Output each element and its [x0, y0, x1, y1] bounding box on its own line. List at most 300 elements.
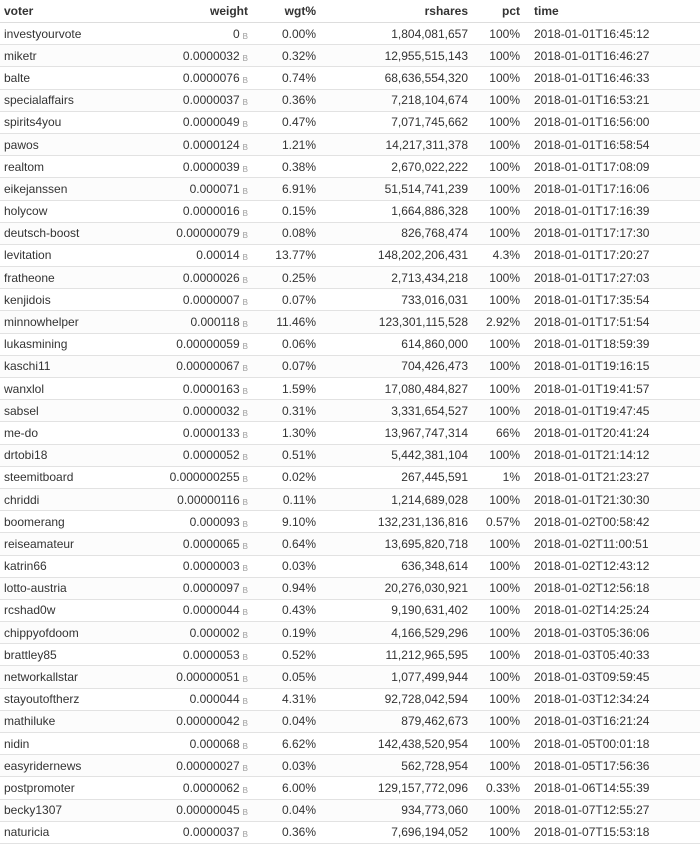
weight-unit: B: [242, 231, 248, 241]
table-row: [0, 511, 700, 533]
column-spacer: [248, 444, 258, 466]
column-spacer: [248, 644, 258, 666]
wgt-cell: 0.25%: [258, 267, 316, 289]
voter-link[interactable]: fratheone: [0, 267, 124, 289]
wgt-cell: 4.31%: [258, 688, 316, 710]
weight-value: 0.0000039: [182, 159, 240, 174]
rshares-cell: 826,768,474: [316, 222, 468, 244]
time-cell: 2018-01-01T17:27:03: [520, 267, 700, 289]
rshares-cell: 614,860,000: [316, 333, 468, 355]
column-spacer: [248, 821, 258, 843]
pct-cell: 100%: [468, 799, 520, 821]
wgt-cell: 11.46%: [258, 311, 316, 333]
weight-cell: [124, 688, 248, 710]
time-cell: 2018-01-01T20:41:24: [520, 422, 700, 444]
weight-cell: [124, 200, 248, 222]
voter-link[interactable]: kenjidois: [0, 289, 124, 311]
pct-cell: 66%: [468, 422, 520, 444]
time-cell: 2018-01-01T17:08:09: [520, 156, 700, 178]
time-cell: 2018-01-01T17:17:30: [520, 222, 700, 244]
weight-unit: B: [242, 408, 248, 418]
weight-unit: B: [242, 675, 248, 685]
pct-cell: 100%: [468, 488, 520, 510]
pct-cell: 100%: [468, 599, 520, 621]
rshares-cell: 68,636,554,320: [316, 67, 468, 89]
voter-link[interactable]: lotto-austria: [0, 577, 124, 599]
time-cell: 2018-01-01T19:41:57: [520, 378, 700, 400]
voter-link[interactable]: boomerang: [0, 511, 124, 533]
weight-unit: B: [242, 120, 248, 130]
weight-value: 0.00000116: [177, 492, 240, 507]
table-row: [0, 267, 700, 289]
column-spacer: [248, 178, 258, 200]
table-row: [0, 466, 700, 488]
time-cell: 2018-01-01T21:14:12: [520, 444, 700, 466]
voter-link[interactable]: stayoutoftherz: [0, 688, 124, 710]
table-row: [0, 710, 700, 732]
rshares-cell: 92,728,042,594: [316, 688, 468, 710]
time-cell: 2018-01-01T16:56:00: [520, 111, 700, 133]
time-cell: 2018-01-01T21:23:27: [520, 466, 700, 488]
time-cell: 2018-01-01T16:45:12: [520, 23, 700, 45]
column-spacer: [248, 799, 258, 821]
weight-value: 0.000000255: [169, 470, 240, 485]
column-header-wgt[interactable]: wgt%: [258, 0, 316, 23]
voter-link[interactable]: mathiluke: [0, 710, 124, 732]
weight-cell: [124, 67, 248, 89]
voter-link[interactable]: wanxlol: [0, 378, 124, 400]
rshares-cell: 13,695,820,718: [316, 533, 468, 555]
voter-link[interactable]: spirits4you: [0, 111, 124, 133]
wgt-cell: 0.32%: [258, 45, 316, 67]
weight-unit: B: [242, 741, 248, 751]
weight-cell: [124, 488, 248, 510]
wgt-cell: 0.07%: [258, 289, 316, 311]
weight-unit: B: [242, 497, 248, 507]
weight-value: 0.00000042: [176, 714, 240, 729]
weight-cell: [124, 599, 248, 621]
column-spacer: [248, 111, 258, 133]
rshares-cell: 148,202,206,431: [316, 244, 468, 266]
column-spacer: [248, 466, 258, 488]
pct-cell: 100%: [468, 355, 520, 377]
weight-unit: B: [242, 453, 248, 463]
voter-link[interactable]: deutsch-boost: [0, 222, 124, 244]
column-spacer: [248, 400, 258, 422]
voter-link[interactable]: brattley85: [0, 644, 124, 666]
weight-unit: B: [242, 519, 248, 529]
table-row: [0, 289, 700, 311]
column-spacer: [248, 777, 258, 799]
voter-link[interactable]: balte: [0, 67, 124, 89]
time-cell: 2018-01-01T19:47:45: [520, 400, 700, 422]
weight-value: 0.0000053: [182, 647, 240, 662]
column-spacer: [248, 599, 258, 621]
voter-link[interactable]: katrin66: [0, 555, 124, 577]
weight-unit: B: [242, 564, 248, 574]
weight-cell: [124, 466, 248, 488]
time-cell: 2018-01-01T19:16:15: [520, 355, 700, 377]
pct-cell: 100%: [468, 444, 520, 466]
wgt-cell: 0.36%: [258, 89, 316, 111]
time-cell: 2018-01-03T05:40:33: [520, 644, 700, 666]
table-row: [0, 67, 700, 89]
column-spacer: [248, 555, 258, 577]
weight-value: 0.0000052: [182, 448, 240, 463]
voter-link[interactable]: lukasmining: [0, 333, 124, 355]
weight-cell: [124, 355, 248, 377]
column-spacer: [248, 0, 258, 23]
weight-unit: B: [242, 275, 248, 285]
wgt-cell: 0.36%: [258, 821, 316, 843]
table-row: [0, 133, 700, 155]
time-cell: 2018-01-02T14:25:24: [520, 599, 700, 621]
column-spacer: [248, 45, 258, 67]
table-row: [0, 178, 700, 200]
weight-cell: [124, 111, 248, 133]
pct-cell: 100%: [468, 200, 520, 222]
rshares-cell: 132,231,136,816: [316, 511, 468, 533]
weight-unit: B: [242, 430, 248, 440]
weight-cell: [124, 156, 248, 178]
column-spacer: [248, 222, 258, 244]
column-spacer: [248, 200, 258, 222]
column-spacer: [248, 533, 258, 555]
weight-cell: [124, 622, 248, 644]
weight-unit: B: [242, 75, 248, 85]
column-spacer: [248, 267, 258, 289]
table-row: [0, 156, 700, 178]
voter-link[interactable]: postpromoter: [0, 777, 124, 799]
weight-cell: [124, 311, 248, 333]
pct-cell: 100%: [468, 755, 520, 777]
weight-cell: [124, 644, 248, 666]
table-row: [0, 622, 700, 644]
weight-cell: [124, 777, 248, 799]
table-row: [0, 333, 700, 355]
column-spacer: [248, 622, 258, 644]
wgt-cell: 0.11%: [258, 488, 316, 510]
time-cell: 2018-01-07T15:53:18: [520, 821, 700, 843]
table-row: [0, 755, 700, 777]
column-spacer: [248, 333, 258, 355]
voter-link[interactable]: pawos: [0, 133, 124, 155]
time-cell: 2018-01-05T17:56:36: [520, 755, 700, 777]
voter-link[interactable]: investyourvote: [0, 23, 124, 45]
pct-cell: 100%: [468, 555, 520, 577]
voter-link[interactable]: sabsel: [0, 400, 124, 422]
rshares-cell: 11,212,965,595: [316, 644, 468, 666]
voter-link[interactable]: chriddi: [0, 488, 124, 510]
time-cell: 2018-01-01T17:35:54: [520, 289, 700, 311]
voter-link[interactable]: eikejanssen: [0, 178, 124, 200]
voter-link[interactable]: me-do: [0, 422, 124, 444]
table-row: [0, 666, 700, 688]
wgt-cell: 0.03%: [258, 555, 316, 577]
column-spacer: [248, 688, 258, 710]
rshares-cell: 2,713,434,218: [316, 267, 468, 289]
weight-value: 0.000118: [190, 315, 240, 330]
table-row: [0, 200, 700, 222]
voter-link[interactable]: easyridernews: [0, 755, 124, 777]
column-header-time[interactable]: time: [520, 0, 700, 23]
table-row: [0, 311, 700, 333]
column-spacer: [248, 733, 258, 755]
table-row: [0, 23, 700, 45]
table-row: [0, 599, 700, 621]
rshares-cell: 267,445,591: [316, 466, 468, 488]
pct-cell: 100%: [468, 733, 520, 755]
rshares-cell: 7,071,745,662: [316, 111, 468, 133]
weight-unit: B: [242, 630, 248, 640]
weight-value: 0.0000003: [182, 559, 240, 574]
column-spacer: [248, 666, 258, 688]
weight-unit: B: [242, 364, 248, 374]
voter-link[interactable]: rcshad0w: [0, 599, 124, 621]
rshares-cell: 129,157,772,096: [316, 777, 468, 799]
rshares-cell: 1,214,689,028: [316, 488, 468, 510]
weight-cell: [124, 666, 248, 688]
voter-link[interactable]: specialaffairs: [0, 89, 124, 111]
rshares-cell: 51,514,741,239: [316, 178, 468, 200]
weight-value: 0.0000037: [182, 93, 240, 108]
weight-value: 0.00000027: [176, 758, 240, 773]
pct-cell: 2.92%: [468, 311, 520, 333]
wgt-cell: 0.52%: [258, 644, 316, 666]
table-row: [0, 777, 700, 799]
weight-cell: [124, 555, 248, 577]
weight-unit: B: [242, 541, 248, 551]
time-cell: 2018-01-01T21:30:30: [520, 488, 700, 510]
weight-value: 0.0000133: [182, 425, 240, 440]
weight-value: 0.0000062: [182, 780, 240, 795]
voter-link[interactable]: drtobi18: [0, 444, 124, 466]
weight-value: 0.0000065: [182, 536, 240, 551]
voter-link[interactable]: steemitboard: [0, 466, 124, 488]
rshares-cell: 7,696,194,052: [316, 821, 468, 843]
column-header-weight[interactable]: weight: [124, 0, 248, 23]
voter-link[interactable]: holycow: [0, 200, 124, 222]
rshares-cell: 5,442,381,104: [316, 444, 468, 466]
pct-cell: 100%: [468, 577, 520, 599]
weight-unit: B: [242, 53, 248, 63]
weight-unit: B: [242, 253, 248, 263]
weight-unit: B: [242, 209, 248, 219]
weight-cell: [124, 133, 248, 155]
pct-cell: 100%: [468, 688, 520, 710]
time-cell: 2018-01-03T09:59:45: [520, 666, 700, 688]
pct-cell: 100%: [468, 622, 520, 644]
voter-link[interactable]: networkallstar: [0, 666, 124, 688]
time-cell: 2018-01-01T18:59:39: [520, 333, 700, 355]
weight-value: 0.00000045: [176, 803, 240, 818]
column-spacer: [248, 67, 258, 89]
time-cell: 2018-01-01T17:51:54: [520, 311, 700, 333]
table-row: [0, 688, 700, 710]
rshares-cell: 1,664,886,328: [316, 200, 468, 222]
time-cell: 2018-01-01T17:16:39: [520, 200, 700, 222]
weight-cell: [124, 267, 248, 289]
table-row: [0, 644, 700, 666]
table-row: [0, 111, 700, 133]
wgt-cell: 0.43%: [258, 599, 316, 621]
table-row: [0, 733, 700, 755]
time-cell: 2018-01-02T00:58:42: [520, 511, 700, 533]
weight-value: 0.0000016: [182, 204, 240, 219]
rshares-cell: 20,276,030,921: [316, 577, 468, 599]
wgt-cell: 0.06%: [258, 333, 316, 355]
weight-value: 0: [232, 26, 240, 41]
rshares-cell: 733,016,031: [316, 289, 468, 311]
pct-cell: 100%: [468, 710, 520, 732]
table-row: [0, 422, 700, 444]
voter-link[interactable]: realtom: [0, 156, 124, 178]
pct-cell: 100%: [468, 222, 520, 244]
voter-link[interactable]: kaschi11: [0, 355, 124, 377]
pct-cell: 100%: [468, 178, 520, 200]
column-spacer: [248, 378, 258, 400]
time-cell: 2018-01-07T12:55:27: [520, 799, 700, 821]
column-spacer: [248, 133, 258, 155]
pct-cell: 1%: [468, 466, 520, 488]
voter-link[interactable]: nidin: [0, 733, 124, 755]
wgt-cell: 6.62%: [258, 733, 316, 755]
table-row: [0, 45, 700, 67]
rshares-cell: 1,804,081,657: [316, 23, 468, 45]
weight-value: 0.00000051: [176, 670, 240, 685]
time-cell: 2018-01-01T17:16:06: [520, 178, 700, 200]
weight-unit: B: [242, 608, 248, 618]
pct-cell: 100%: [468, 111, 520, 133]
pct-cell: 100%: [468, 156, 520, 178]
table-row: [0, 488, 700, 510]
voter-link[interactable]: reiseamateur: [0, 533, 124, 555]
pct-cell: 100%: [468, 533, 520, 555]
weight-value: 0.0000037: [182, 825, 240, 840]
wgt-cell: 0.64%: [258, 533, 316, 555]
column-spacer: [248, 289, 258, 311]
rshares-cell: 9,190,631,402: [316, 599, 468, 621]
wgt-cell: 0.02%: [258, 466, 316, 488]
time-cell: 2018-01-01T17:20:27: [520, 244, 700, 266]
time-cell: 2018-01-02T12:43:12: [520, 555, 700, 577]
pct-cell: 0.33%: [468, 777, 520, 799]
weight-cell: [124, 89, 248, 111]
weight-value: 0.000071: [189, 181, 240, 196]
pct-cell: 100%: [468, 378, 520, 400]
column-header-pct[interactable]: pct: [468, 0, 520, 23]
wgt-cell: 0.07%: [258, 355, 316, 377]
rshares-cell: 17,080,484,827: [316, 378, 468, 400]
weight-unit: B: [242, 31, 248, 41]
time-cell: 2018-01-01T16:53:21: [520, 89, 700, 111]
wgt-cell: 6.91%: [258, 178, 316, 200]
weight-cell: [124, 444, 248, 466]
pct-cell: 100%: [468, 67, 520, 89]
voter-link[interactable]: levitation: [0, 244, 124, 266]
pct-cell: 100%: [468, 45, 520, 67]
rshares-cell: 704,426,473: [316, 355, 468, 377]
wgt-cell: 6.00%: [258, 777, 316, 799]
weight-value: 0.0000049: [182, 115, 240, 130]
weight-value: 0.00014: [196, 248, 240, 263]
weight-value: 0.0000032: [182, 403, 240, 418]
weight-unit: B: [242, 386, 248, 396]
weight-value: 0.0000007: [182, 292, 240, 307]
wgt-cell: 0.74%: [258, 67, 316, 89]
weight-cell: [124, 733, 248, 755]
weight-cell: [124, 178, 248, 200]
rshares-cell: 142,438,520,954: [316, 733, 468, 755]
voter-link[interactable]: naturicia: [0, 821, 124, 843]
column-spacer: [248, 23, 258, 45]
voter-link[interactable]: miketr: [0, 45, 124, 67]
weight-unit: B: [242, 98, 248, 108]
wgt-cell: 0.08%: [258, 222, 316, 244]
table-row: [0, 378, 700, 400]
column-spacer: [248, 488, 258, 510]
weight-value: 0.0000076: [182, 70, 240, 85]
table-row: [0, 244, 700, 266]
weight-unit: B: [242, 320, 248, 330]
rshares-cell: 934,773,060: [316, 799, 468, 821]
weight-cell: [124, 244, 248, 266]
weight-value: 0.00000059: [176, 337, 240, 352]
votes-table-body: [0, 23, 700, 844]
table-row: [0, 799, 700, 821]
weight-cell: [124, 222, 248, 244]
weight-cell: [124, 45, 248, 67]
pct-cell: 100%: [468, 333, 520, 355]
voter-link[interactable]: minnowhelper: [0, 311, 124, 333]
weight-cell: [124, 23, 248, 45]
weight-value: 0.00000067: [176, 359, 240, 374]
pct-cell: 100%: [468, 666, 520, 688]
time-cell: 2018-01-03T16:21:24: [520, 710, 700, 732]
column-header-rshares[interactable]: rshares: [316, 0, 468, 23]
column-spacer: [248, 422, 258, 444]
weight-unit: B: [242, 164, 248, 174]
table-row: [0, 400, 700, 422]
column-spacer: [248, 577, 258, 599]
wgt-cell: 0.38%: [258, 156, 316, 178]
wgt-cell: 0.03%: [258, 755, 316, 777]
weight-cell: [124, 422, 248, 444]
rshares-cell: 13,967,747,314: [316, 422, 468, 444]
weight-unit: B: [242, 186, 248, 196]
weight-unit: B: [242, 475, 248, 485]
weight-unit: B: [242, 142, 248, 152]
column-spacer: [248, 355, 258, 377]
time-cell: 2018-01-05T00:01:18: [520, 733, 700, 755]
time-cell: 2018-01-02T12:56:18: [520, 577, 700, 599]
weight-value: 0.0000097: [182, 581, 240, 596]
column-header-voter[interactable]: voter: [0, 0, 124, 23]
time-cell: 2018-01-01T16:46:27: [520, 45, 700, 67]
wgt-cell: 0.51%: [258, 444, 316, 466]
weight-value: 0.0000124: [182, 137, 240, 152]
pct-cell: 100%: [468, 400, 520, 422]
rshares-cell: 879,462,673: [316, 710, 468, 732]
rshares-cell: 636,348,614: [316, 555, 468, 577]
weight-cell: [124, 378, 248, 400]
wgt-cell: 0.94%: [258, 577, 316, 599]
weight-value: 0.0000032: [182, 48, 240, 63]
voter-link[interactable]: chippyofdoom: [0, 622, 124, 644]
wgt-cell: 1.30%: [258, 422, 316, 444]
voter-link[interactable]: becky1307: [0, 799, 124, 821]
column-spacer: [248, 511, 258, 533]
